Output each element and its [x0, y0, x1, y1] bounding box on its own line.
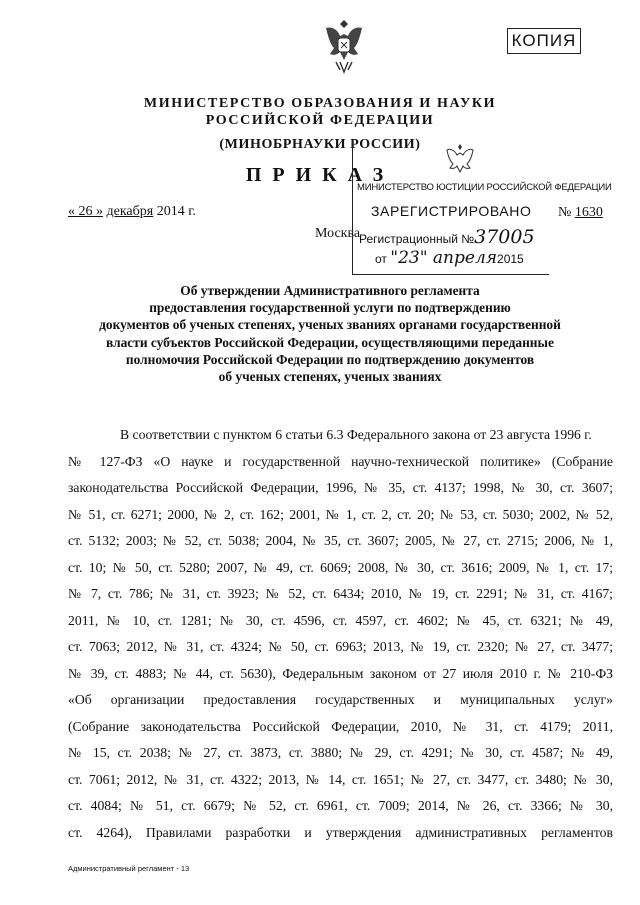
subject-line: документов об ученых степенях, ученых званиях органами государственной [99, 317, 561, 333]
stamp-status: ЗАРЕГИСТРИРОВАНО [371, 203, 532, 219]
subject-line: власти субъектов Российской Федерации, осуществляющими переданные [106, 334, 554, 350]
body-line: № 7, ст. 786; № 31, ст. 3923; № 52, ст. 6434; 2010, № 19, ст. 2291; № 31, ст. 4167; [68, 586, 613, 601]
body-line: ст. 5132; 2003; № 52, ст. 5038; 2004, № 35, ст. 3607; 2005, № 27, ст. 2715; 2006, № 1, [68, 533, 613, 548]
city: Москва [315, 226, 361, 241]
subject-line: об ученых степенях, ученых званиях [218, 369, 442, 385]
body-line: № 15, ст. 2038; № 27, ст. 3873, ст. 3880; № 29, ст. 4291; № 30, ст. 4587; № 49, [68, 745, 613, 760]
body-line: В соответствии с пунктом 6 статьи 6.3 Федерального закона от 23 августа 1996 г. [120, 427, 592, 442]
body-line: ст. 7063; 2012, № 31, ст. 4324; № 50, ст. 6963; 2013, № 19, ст. 2320; № 27, ст. 3477; [68, 639, 613, 654]
stamp-eagle-icon [443, 142, 477, 178]
body-line: № 51, ст. 6271; 2000, № 2, ст. 162; 2001, № 1, ст. 2, ст. 20; № 53, ст. 5030; 2002, № 52, [68, 506, 613, 522]
document-title: ПРИКАЗ [245, 164, 395, 186]
body-line: 2011, № 10, ст. 1281; № 30, ст. 4596, ст. 4597, ст. 4602; № 45, ст. 6321; № 49, [68, 612, 613, 628]
body-line: ст. 10; № 50, ст. 5280; 2007, № 49, ст. 6069; 2008, № 30, ст. 3616; 2009, № 1, ст. 17; [68, 559, 613, 575]
body-line: «Об организации предоставления государственных и муниципальных услуг» [68, 692, 613, 707]
body-line: ст. 7061; 2012, № 31, ст. 4322; 2013, № 14, ст. 1651; № 27, ст. 3477, ст. 3480; № 30, [68, 771, 613, 787]
body-line: (Собрание законодательства Российской Федерации, 2010, № 31, ст. 4179; 2011, [68, 718, 613, 734]
stamp-header: МИНИСТЕРСТВО ЮСТИЦИИ РОССИЙСКОЙ ФЕДЕРАЦИИ [357, 182, 612, 193]
body-line: № 127-ФЗ «О науке и государственной научно-технической политике» (Собрание [68, 453, 613, 469]
subject-line: полномочия Российской Федерации по подтверждению документов [125, 351, 535, 367]
body-text [68, 422, 613, 846]
body-line: ст. 4084; № 51, ст. 6679; № 52, ст. 6961, ст. 7009; 2014, № 26, ст. 3366; № 30, [68, 798, 613, 813]
stamp-reg-date: от "23" апреля2015 [375, 248, 524, 268]
subject-line: предоставления государственной услуги по подтверждению [149, 300, 511, 316]
ministry-short-name: (МИНОБРНАУКИ РОССИИ) [219, 137, 421, 152]
subject-line: Об утверждении Административного регламента [180, 283, 480, 298]
coat-of-arms-emblem [318, 14, 370, 78]
body-line: законодательства Российской Федерации, 1996, № 35, ст. 4137; 1998, № 30, ст. 3607; [68, 480, 613, 495]
body-line: № 39, ст. 4883; № 44, ст. 5630), Федеральным законом от 27 июля 2010 г. № 210-ФЗ [68, 665, 613, 681]
ministry-name-line2: РОССИЙСКОЙ ФЕДЕРАЦИИ [205, 113, 435, 128]
body-line: ст. 4264), Правилами разработки и утверждения административных регламентов [68, 824, 613, 840]
order-subject [60, 282, 600, 385]
order-number: № 1630 [558, 205, 603, 220]
order-date: « 26 » декабря 2014 г. [68, 204, 196, 219]
page-footer: Административный регламент - 13 [68, 864, 190, 873]
ministry-name-line1: МИНИСТЕРСТВО ОБРАЗОВАНИЯ И НАУКИ [143, 96, 497, 111]
copy-stamp: КОПИЯ [507, 28, 581, 54]
stamp-reg-number: Регистрационный №37005 [359, 226, 535, 248]
